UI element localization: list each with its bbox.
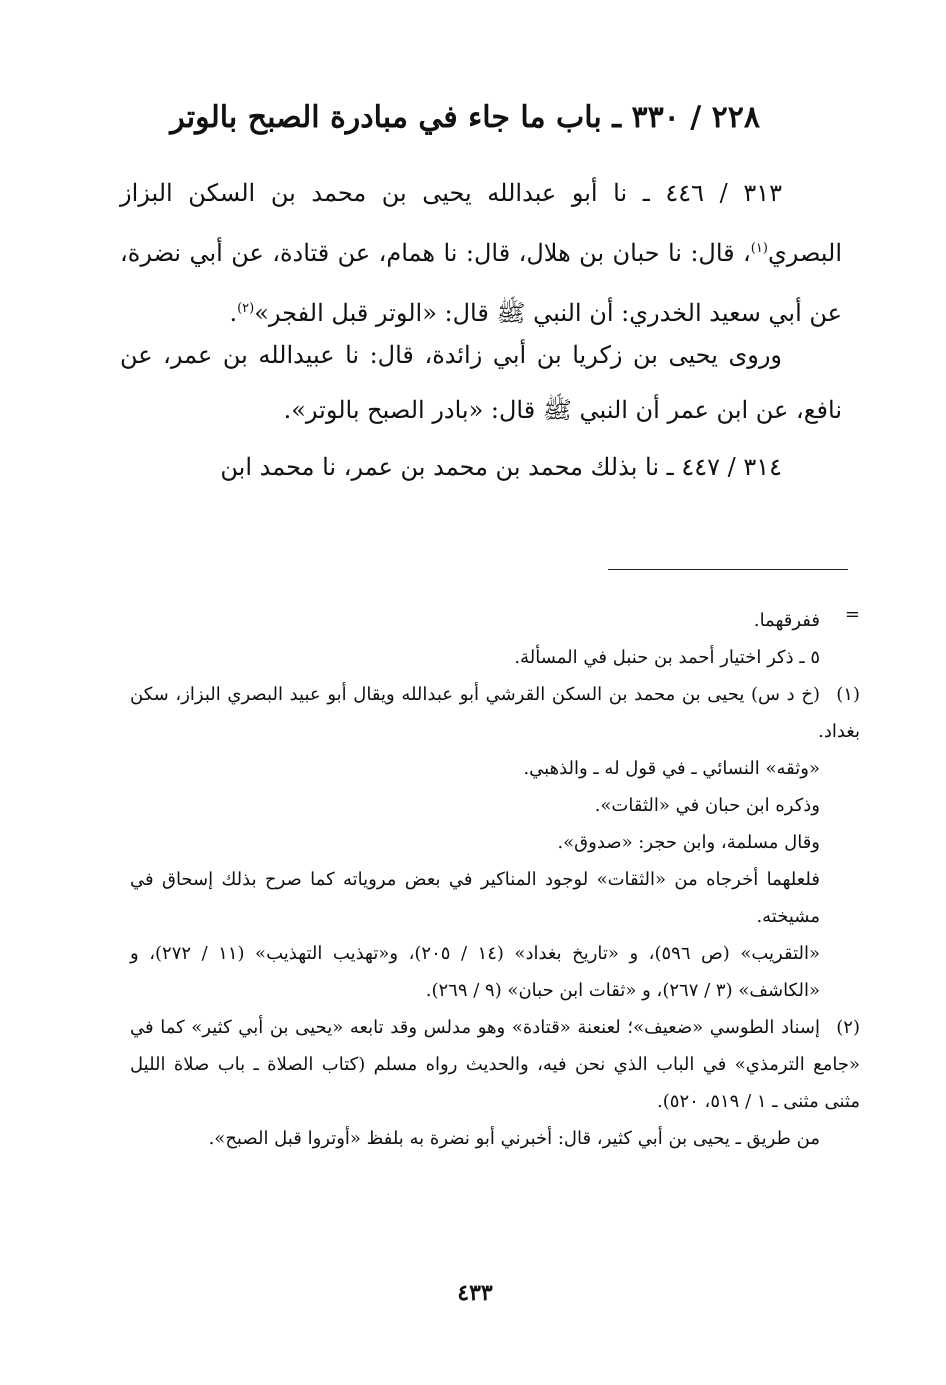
chapter-heading: ٢٢٨ / ٣٣٠ ـ باب ما جاء في مبادرة الصبح بالوتر	[170, 100, 760, 135]
continuation-mark: =	[844, 604, 860, 625]
narration-text: وروى يحيى بن زكريا بن أبي زائدة، قال: نا عبيدالله بن عمر، عن نافع، عن ابن عمر أن النبي ﷺ قال: «بادر الصبح بالوتر».	[120, 341, 842, 424]
hadith-313-end: .	[229, 299, 238, 327]
footnote-1	[130, 676, 860, 750]
hadith-313-lead: ٣١٣ / ٤٤٦ ـ نا أبو عبدالله يحيى بن محمد بن السكن البزاز البصري	[120, 179, 842, 267]
footnote-2-text: إسناد الطوسي «ضعيف»؛ لعنعنة «قتادة» وهو مدلس وقد تابعه «يحيى بن أبي كثير» كما في «جامع الترمذي» في الباب الذي نحن فيه، والحديث رواه مسلم (كتاب الصلاة ـ باب صلاة الليل مثنى مثنى ـ ١ / ٥١٩، ٥٢٠).	[130, 1017, 860, 1112]
footnote-1-line-6: «التقريب» (ص ٥٩٦)، و «تاريخ بغداد» (١٤ / ٢٠٥)، و«تهذيب التهذيب» (١١ / ٢٧٢)، و «الكاشف» (٣ / ٢٦٧)، و «ثقات ابن حبان» (٩ / ٢٦٩).	[130, 943, 820, 1001]
footnote-separator	[608, 569, 848, 570]
hadith-paragraph-314	[120, 440, 842, 495]
footnote-ref-1: (١)	[750, 241, 768, 256]
footnote-1-line-3: وذكره ابن حبان في «الثقات».	[594, 795, 820, 816]
footnote-1-text: (خ د س) يحيى بن محمد بن السكن القرشي أبو عبدالله ويقال أبو عبيد البصري البزاز، سكن بغداد.	[130, 684, 860, 742]
footnote-1-number: (١)	[836, 684, 860, 705]
hadith-313-text: ، قال: نا حبان بن هلال، قال: نا همام، عن قتادة، عن أبي نضرة، عن أبي سعيد الخدري: أن النبي ﷺ قال: «الوتر قبل الفجر»	[120, 239, 842, 327]
footnote-1-line-4: وقال مسلمة، وابن حجر: «صدوق».	[557, 832, 820, 853]
footnote-continuation-line-1: ففرقهما.	[753, 610, 820, 631]
footnote-ref-2: (٢)	[237, 301, 255, 316]
hadith-paragraph-313	[120, 166, 842, 341]
narration-paragraph	[120, 328, 842, 438]
footnote-2-line-2: من طريق ـ يحيى بن أبي كثير، قال: أخبرني أبو نضرة به بلفظ «أوتروا قبل الصبح».	[208, 1128, 820, 1149]
footnote-2-number: (٢)	[836, 1017, 860, 1038]
footnote-2	[130, 1009, 860, 1120]
page-number: ٤٣٣	[457, 1280, 493, 1306]
footnote-1-line-2: «وثقه» النسائي ـ في قول له ـ والذهبي.	[523, 758, 820, 779]
footnote-1-line-5: فلعلهما أخرجاه من «الثقات» لوجود المناكير في بعض مروياته كما صرح بذلك إسحاق في مشيخته.	[130, 869, 820, 927]
footnotes-section	[130, 602, 860, 1157]
hadith-314-text: ٣١٤ / ٤٤٧ ـ نا بذلك محمد بن محمد بن عمر، نا محمد ابن	[220, 453, 782, 481]
footnote-continuation-line-2: ٥ ـ ذكر اختيار أحمد بن حنبل في المسألة.	[514, 647, 820, 668]
